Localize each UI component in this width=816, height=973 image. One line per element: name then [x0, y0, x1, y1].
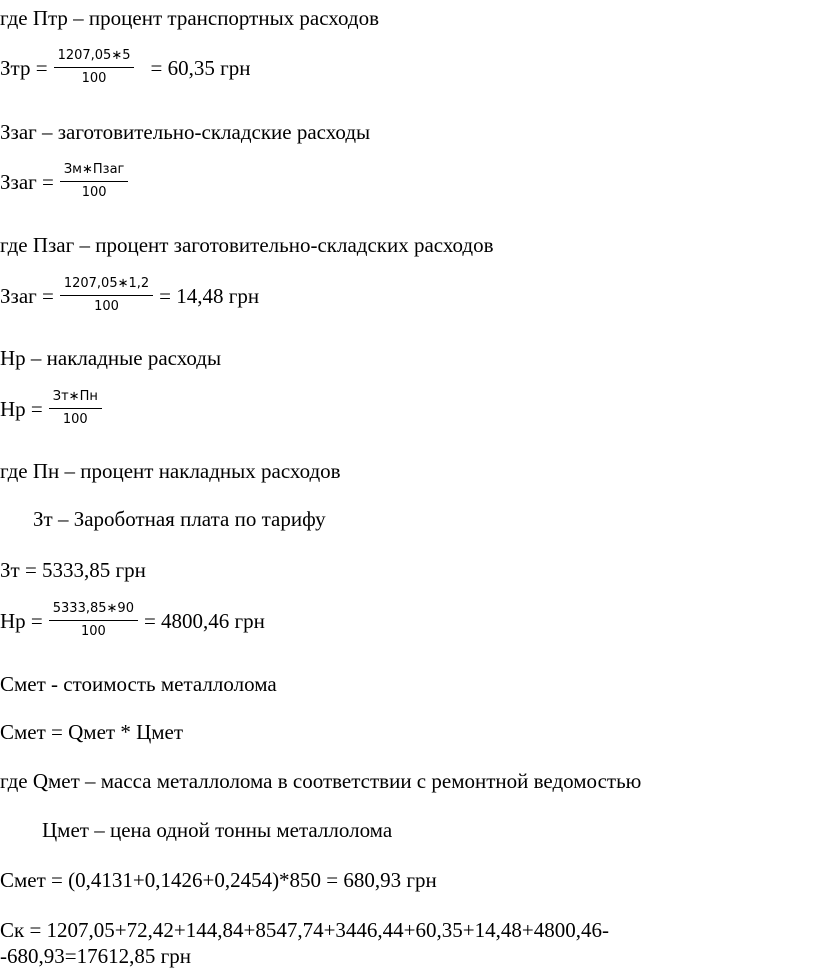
fraction: $\frac{1207,05∗5}{100}$ [54, 48, 135, 87]
fraction: $\frac{\text{Зм∗Пзаг}}{100}$ [60, 162, 129, 201]
formula-nr: Нр = $\frac{5333,85∗90}{100}$ = 4800,46 грн [0, 601, 265, 639]
text-line: Смет = Qмет * Цмет [0, 720, 184, 744]
fraction: $\frac{Зт∗Пн}{100}$ [49, 389, 102, 428]
text-line: -680,93=17612,85 грн [0, 944, 191, 968]
text-line: Смет - стоимость металлолома [0, 672, 277, 696]
formula-ztr: Зтр = $\frac{1207,05∗5}{100}$ = 60,35 грн [0, 48, 251, 86]
formula-nr-def: Нр = $\frac{Зт∗Пн}{100}$ [0, 389, 108, 428]
text-line: где Qмет – масса металлолома в соответствии с ремонтной ведомостью [0, 769, 642, 793]
formula-zzag: Ззаг = $\frac{1207,05∗1,2}{100}$ = 14,48 грн [0, 276, 260, 314]
fraction: $\frac{5333,85∗90}{100}$ [49, 601, 138, 640]
text-line: Зт = 5333,85 грн [0, 558, 146, 582]
text-line: где Пзаг – процент заготовительно-складских расходов [0, 233, 494, 257]
formula-zzag-def: Ззаг = $\frac{\text{Зм∗Пзаг}}{100}$ [0, 162, 134, 201]
text-line: Ск = 1207,05+72,42+144,84+8547,74+3446,44+60,35+14,48+4800,46- [0, 918, 609, 942]
text-line: где Птр – процент транспортных расходов [0, 6, 379, 30]
fraction: $\frac{1207,05∗1,2}{100}$ [60, 276, 153, 315]
text-line: Нр – накладные расходы [0, 346, 222, 370]
text-line: Цмет – цена одной тонны металлолома [42, 818, 393, 842]
text-line: Смет = (0,4131+0,1426+0,2454)*850 = 680,93 грн [0, 868, 437, 892]
text-line: где Пн – процент накладных расходов [0, 459, 341, 483]
text-line: Зт – Зароботная плата по тарифу [33, 507, 326, 531]
text-line: Ззаг – заготовительно-складские расходы [0, 120, 371, 144]
